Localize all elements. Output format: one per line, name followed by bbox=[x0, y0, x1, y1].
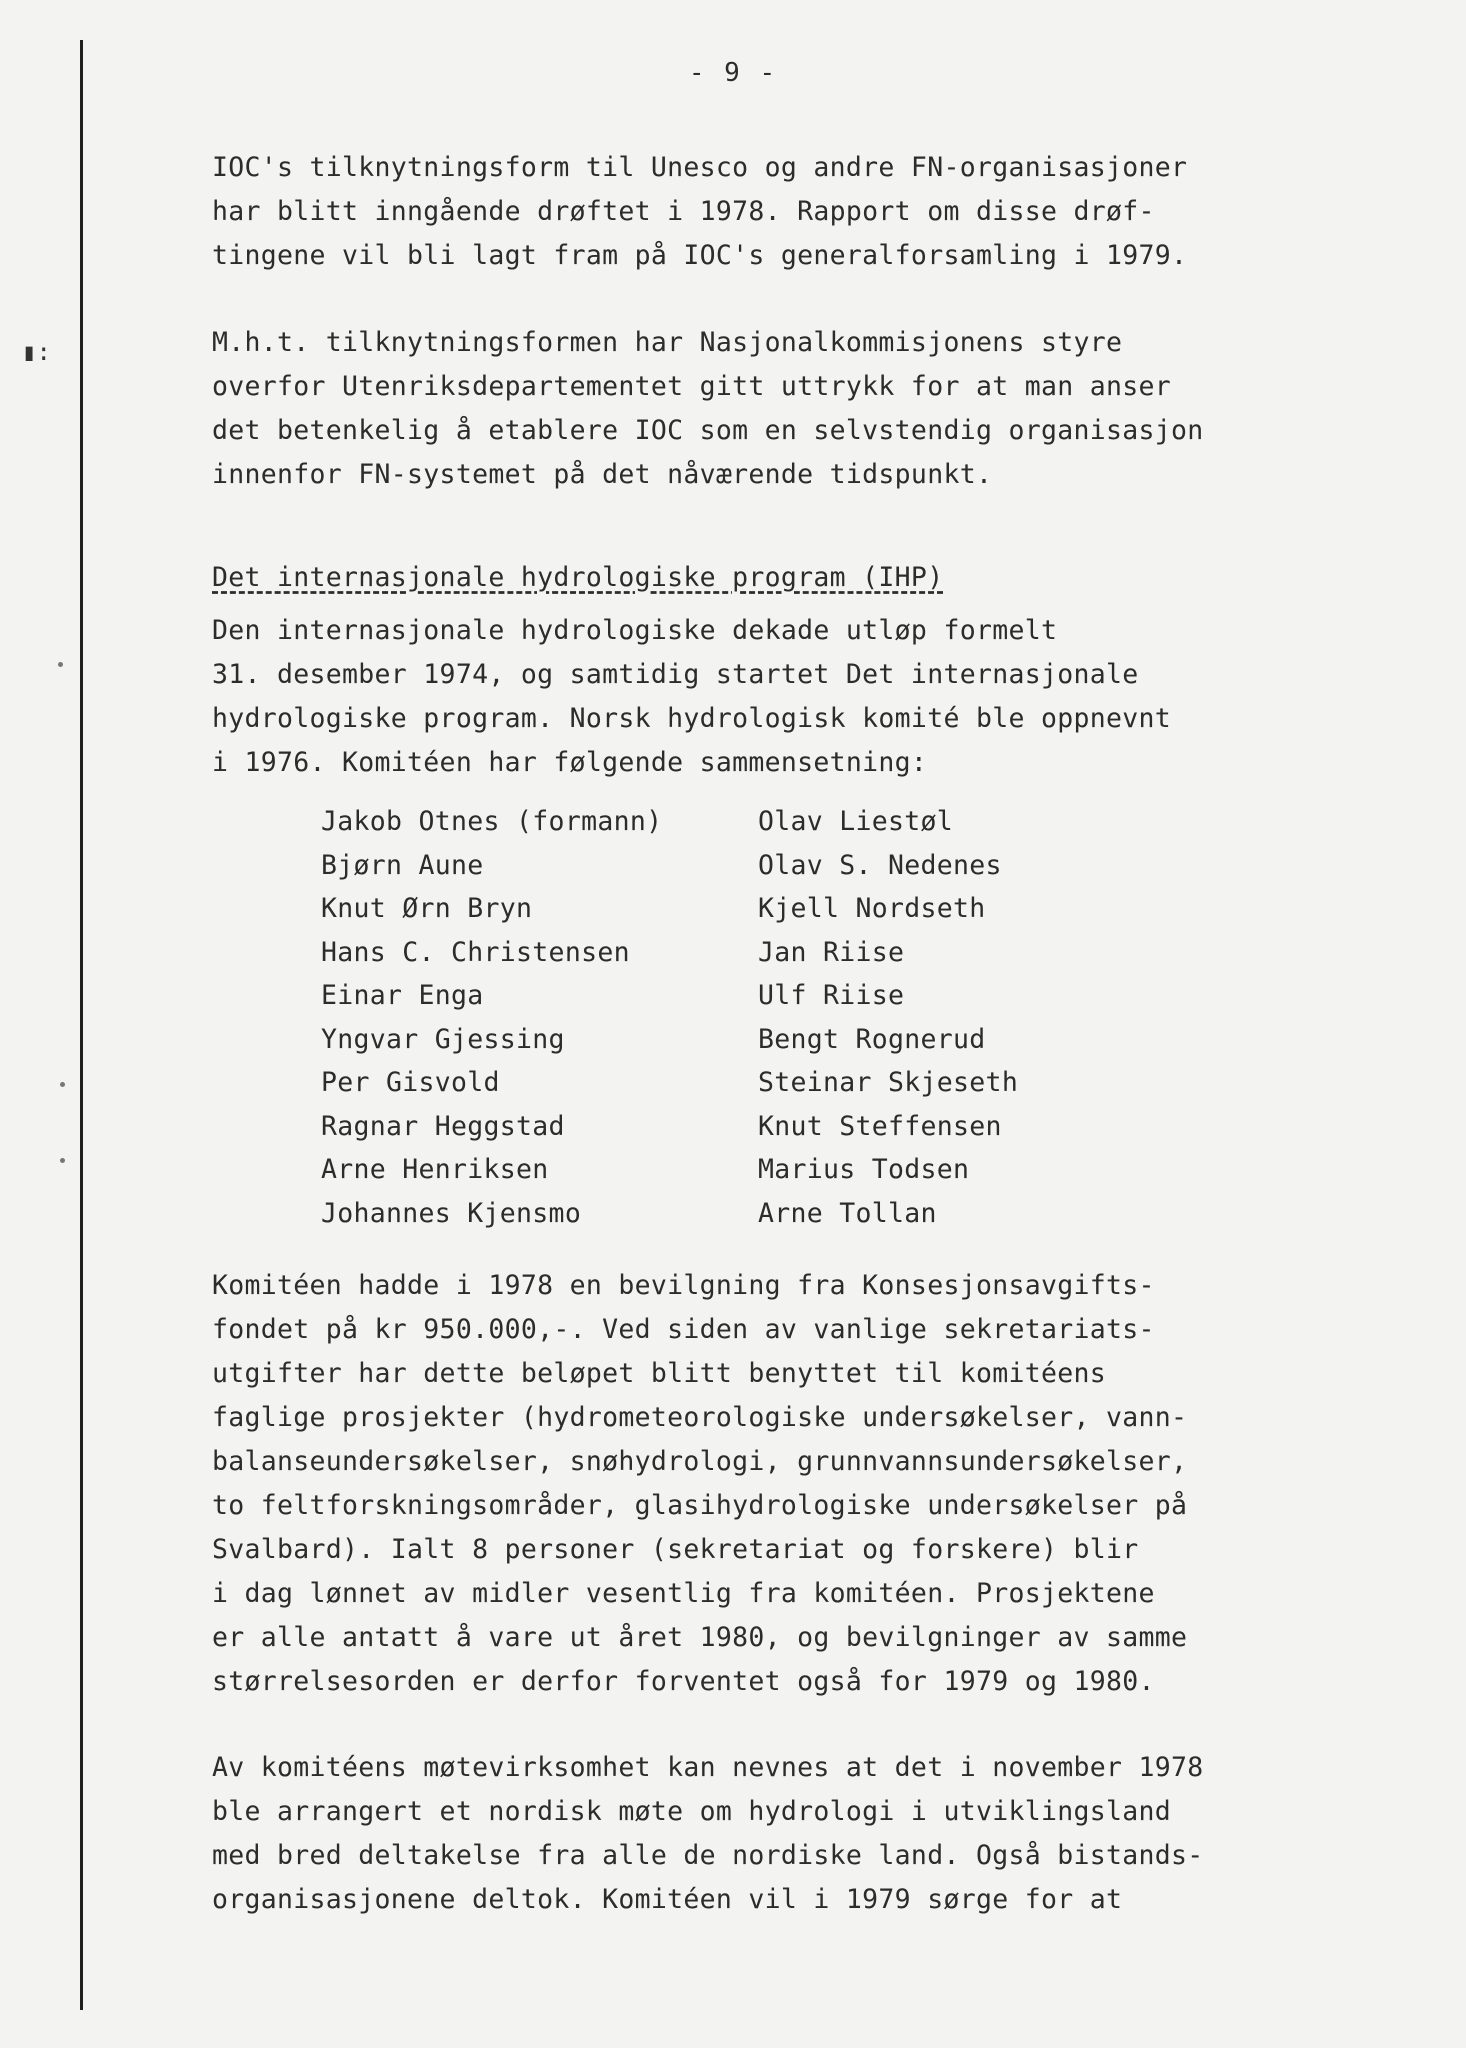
member-name: Ulf Riise bbox=[758, 980, 905, 1011]
paragraph-ioc-affiliation bbox=[212, 146, 1187, 278]
member-name: Jakob Otnes (formann) bbox=[321, 806, 663, 837]
member-name: Johannes Kjensmo bbox=[321, 1197, 582, 1229]
text-line: fondet på kr 950.000,-. Ved siden av vanlige sekretariats- bbox=[212, 1314, 1155, 1345]
text-line: utgifter har dette beløpet blitt benyttet til komitéens bbox=[212, 1358, 1106, 1389]
text-line: hydrologiske program. Norsk hydrologisk komité ble oppnevnt bbox=[212, 703, 1172, 734]
text-line: faglige prosjekter (hydrometeorologiske undersøkelser, vann- bbox=[212, 1402, 1188, 1433]
section-heading-ihp: Det internasjonale hydrologiske program (IHP) bbox=[212, 562, 944, 593]
text-line: M.h.t. tilknytningsformen har Nasjonalkommisjonens styre bbox=[212, 327, 1123, 358]
text-line: det betenkelig å etablere IOC som en selvstendig organisasjon bbox=[212, 415, 1204, 446]
text-line: balanseundersøkelser, snøhydrologi, grunnvannsundersøkelser, bbox=[212, 1446, 1188, 1477]
text-line: Den internasjonale hydrologiske dekade utløp formelt bbox=[212, 615, 1058, 646]
text-line: i 1976. Komitéen har følgende sammensetning: bbox=[212, 747, 928, 778]
paragraph-funding bbox=[212, 1264, 1187, 1704]
page-number: - 9 - bbox=[688, 58, 778, 88]
text-line: IOC's tilknytningsform til Unesco og andre FN-organisasjoner bbox=[212, 152, 1188, 183]
scan-speck bbox=[60, 1082, 65, 1087]
member-name: Steinar Skjeseth bbox=[758, 1067, 1019, 1098]
margin-mark: ▮: bbox=[22, 338, 51, 366]
text-line: overfor Utenriksdepartementet gitt uttrykk for at man anser bbox=[212, 371, 1172, 402]
member-name: Yngvar Gjessing bbox=[321, 1023, 565, 1055]
member-name: Bengt Rognerud bbox=[758, 1023, 986, 1055]
paragraph-commission-view bbox=[212, 321, 1204, 497]
member-name: Ragnar Heggstad bbox=[321, 1110, 565, 1142]
member-name: Olav Liestøl bbox=[758, 806, 954, 837]
paragraph-ihp-intro bbox=[212, 609, 1171, 785]
member-name: Olav S. Nedenes bbox=[758, 849, 1002, 881]
member-name: Kjell Nordseth bbox=[758, 893, 986, 924]
text-line: innenfor FN-systemet på det nåværende tidspunkt. bbox=[212, 459, 993, 490]
member-name: Jan Riise bbox=[758, 936, 905, 968]
text-line: Av komitéens møtevirksomhet kan nevnes at det i november 1978 bbox=[212, 1752, 1204, 1783]
text-line: Komitéen hadde i 1978 en bevilgning fra Konsesjonsavgifts- bbox=[212, 1270, 1155, 1301]
member-name: Einar Enga bbox=[321, 980, 484, 1011]
text-line: to feltforskningsområder, glasihydrologiske undersøkelser på bbox=[212, 1490, 1188, 1521]
text-line: i dag lønnet av midler vesentlig fra komitéen. Prosjektene bbox=[212, 1578, 1155, 1609]
text-line: er alle antatt å vare ut året 1980, og bevilgninger av samme bbox=[212, 1622, 1188, 1653]
member-name: Marius Todsen bbox=[758, 1154, 970, 1185]
scan-speck bbox=[60, 1158, 65, 1163]
text-line: Svalbard). Ialt 8 personer (sekretariat og forskere) blir bbox=[212, 1534, 1139, 1565]
member-name: Per Gisvold bbox=[321, 1067, 500, 1098]
member-name: Arne Tollan bbox=[758, 1197, 937, 1229]
text-line: 31. desember 1974, og samtidig startet Det internasjonale bbox=[212, 659, 1139, 690]
left-margin-rule bbox=[80, 40, 83, 2010]
text-line: ble arrangert et nordisk møte om hydrologi i utviklingsland bbox=[212, 1796, 1172, 1827]
text-line: tingene vil bli lagt fram på IOC's generalforsamling i 1979. bbox=[212, 240, 1188, 271]
text-line: størrelsesorden er derfor forventet også for 1979 og 1980. bbox=[212, 1666, 1155, 1697]
scan-speck bbox=[58, 662, 63, 667]
committee-members-right bbox=[758, 800, 1018, 1235]
member-name: Knut Steffensen bbox=[758, 1110, 1002, 1142]
text-line: har blitt inngående drøftet i 1978. Rapport om disse drøf- bbox=[212, 196, 1155, 227]
member-name: Bjørn Aune bbox=[321, 849, 484, 881]
text-line: organisasjonene deltok. Komitéen vil i 1979 sørge for at bbox=[212, 1884, 1123, 1915]
paragraph-meetings bbox=[212, 1746, 1204, 1922]
committee-members-left bbox=[321, 800, 662, 1235]
member-name: Knut Ørn Bryn bbox=[321, 893, 533, 924]
member-name: Arne Henriksen bbox=[321, 1154, 549, 1185]
text-line: med bred deltakelse fra alle de nordiske land. Også bistands- bbox=[212, 1840, 1204, 1871]
member-name: Hans C. Christensen bbox=[321, 936, 630, 968]
